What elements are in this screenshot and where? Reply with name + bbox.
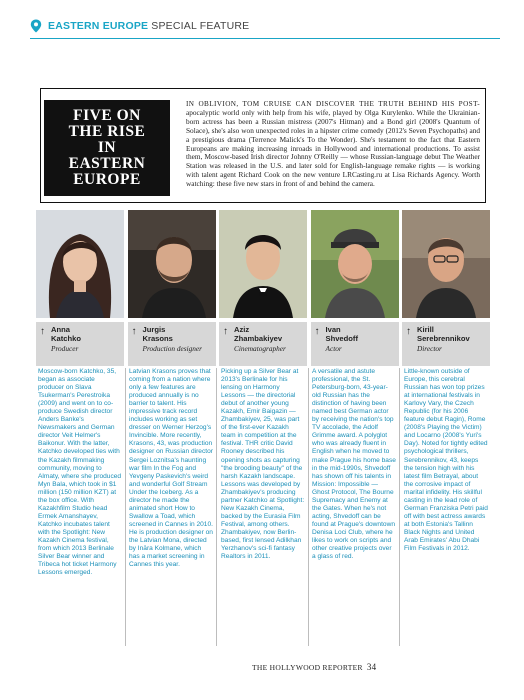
- section-header: [30, 16, 500, 36]
- up-arrow-icon: ↑: [314, 326, 320, 337]
- name-first: Aziz: [234, 325, 250, 334]
- name-first: Anna: [51, 325, 70, 334]
- column-divider: [308, 368, 309, 646]
- page-number: 34: [366, 662, 377, 672]
- person-role: Producer: [51, 344, 79, 354]
- name-last: Zhambakiyev: [234, 333, 283, 343]
- intro-body: apocalyptic world only with help from his wife, played by Olga Kurylenko. While the Ukrainian-born actress has been a Russian mistress (2007's Hitman) and a Bond girl (2008's Quantum of Solace), she's also won unexpected roles in a hipster crime comedy (2012's Seven Psychopaths) and a prestigious drama (Terrence Malick's To the Wonder). She's testament to the fact that Eastern Europeans are making increasing inroads in Hollywood and international productions. To assist them, Moscow-based Irish director Johnny O'Reilly — whose Russian-language debut The Weather Station was released in the U.S. and later sold for English-language remake rights — is working with talent agent Richard Cook on the new venture LRCasting.ru at Lisa Richards Agency. Worth watching: these five new stars in front of and behind the camera.: [186, 107, 480, 189]
- bio-text: Latvian Krasons proves that coming from a nation where only a few features are produced annually is no barrier to talent. His impressive track record includes working as set dresser on Werner Herzog's Invincible. More recently, Krasons, 43, was production designer on Russian director Sergei Loznitsa's haunting war film In the Fog and Yevgeny Paskevich's weird and wonderful Golf Stream Under the Iceberg. As a director he made the animated short How to Swallow a Toad, which screened in Cannes in 2010. He is production designer on the Latvian Mona, directed by Ināra Kolmane, which has a market screening in Cannes this year.: [129, 368, 213, 569]
- publication-name: THE HOLLYWOOD REPORTER: [252, 663, 363, 672]
- bio-text: A versatile and astute professional, the St. Petersburg-born, 43-year-old Russian has the distinction of having been named best German actor by receiving the nation's top TV accolade, the Adolf Grimme award. A polyglot who was already fluent in English when he moved to make Prague his home base in the mid-1990s, Shvedoff has shown off his talents in Mission: Impossible — Ghost Protocol, The Bourne Supremacy and Enemy at the Gates. When he's not acting, Shvedoff can be found at Prague's downtown Denisa Loci Club, where he likes to work on scripts and other creative projects over a glass of red.: [312, 368, 396, 561]
- name-first: Jurgis: [142, 325, 166, 334]
- name-strip: [402, 322, 490, 366]
- intro-lead: IN OBLIVION, TOM CRUISE CAN DISCOVER THE TRUTH BEHIND HIS POST-: [186, 100, 480, 108]
- name-last: Katchko: [51, 333, 81, 343]
- person-role: Production designer: [142, 344, 203, 354]
- portrait-photo: [219, 210, 307, 318]
- name-last: Serebrennikov: [417, 333, 470, 343]
- up-arrow-icon: ↑: [40, 326, 45, 337]
- title-line: IN: [97, 139, 117, 156]
- section-name: EASTERN EUROPE: [48, 20, 149, 32]
- name-strip: [36, 322, 124, 366]
- bio-text: Picking up a Silver Bear at 2013's Berlinale for his lensing on Harmony Lessons — the directorial debut of another young Kazakh, Emir Baigazin — Zhambakiyev, 25, was part of the first-ever Kazakh team in competition at the festival. THR critic David Rooney described his opening shots as capturing "the brooding beauty" of the harsh Kazakh landscape. Lessons was developed by Zhambakiyev's producing partner Katchko at Spotlight: New Kazakh Cinema, backed by the Eurasia Film Festival, among others. Zhambakiyev, now Berlin-based, first lensed Adilkhan Yerzhanov's sci-fi fantasy Realtors in 2011.: [221, 368, 305, 561]
- bios-row: [36, 368, 490, 646]
- person-name: [326, 326, 395, 343]
- person-name: [51, 326, 120, 343]
- person-role: Director: [417, 344, 442, 354]
- portrait-aziz-zhambakiyev: [219, 210, 307, 318]
- up-arrow-icon: ↑: [131, 326, 137, 337]
- portrait-photo: [36, 210, 124, 318]
- name-first: Ivan: [325, 325, 341, 334]
- title-line: THE RISE: [68, 123, 146, 140]
- portrait-photo: [402, 210, 490, 318]
- portrait-photo: [311, 210, 399, 318]
- person-name: [234, 326, 303, 343]
- column-divider: [399, 368, 400, 646]
- column-divider: [125, 368, 126, 646]
- name-strip: [219, 322, 307, 366]
- name-strip: [311, 322, 399, 366]
- name-strip: [128, 322, 216, 366]
- title-line: FIVE ON: [73, 107, 141, 124]
- bio-text: Little-known outside of Europe, this cerebral Russian has won top prizes at international festivals in Karlovy Vary, the Czech Republic (for his 2006 feature debut Ragin), Rome (2008's Playing the Victim) and Locarno (2008's Yuri's Day). Noted for tightly edited psychological thrillers, Serebrennikov, 43, keeps the tension high with his latest film Betrayal, about the corrosive impact of marital infidelity. His skillful casting in the lead role of German Franziska Petri paid off with best actress awards at both Estonia's Tallinn Black Nights and United Arab Emirates' Abu Dhabi Film Festivals in 2012.: [404, 368, 488, 553]
- portrait-photo: [128, 210, 216, 318]
- bio-text: Moscow-born Katchko, 35, began as associate producer on Slava Tsukerman's Perestroika (2009) and went on to co-produce Swedish director Anders Banke's Newsmakers and German director Veit Helmer's Baikonur. With the latter, Katchko developed ties with the Kazakh filmmaking community, moving to Almaty, where she produced Myn Bala, which took in $1 million (150 million KZT) at the box office. With Kazakhfilm Studio head Ermek Amanshayev, Katchko incubates talent with the Spotlight: New Kazakh Cinema festival, from which 2013 Berlinale Silver Bear winner and Tribeca hot ticket Harmony Lessons emerged.: [38, 368, 122, 577]
- intro-paragraph: [186, 100, 480, 189]
- feature-title: [69, 108, 146, 188]
- name-last: Shvedoff: [325, 333, 358, 343]
- name-first: Kirill: [417, 325, 434, 334]
- section-label: [48, 20, 249, 32]
- person-name: [417, 326, 486, 343]
- feature-title-block: [44, 100, 170, 196]
- up-arrow-icon: ↑: [223, 326, 228, 337]
- portrait-anna-katchko: [36, 210, 124, 318]
- column-divider: [216, 368, 217, 646]
- map-pin-icon: [30, 19, 42, 33]
- portrait-jurgis-krasons: [128, 210, 216, 318]
- title-line: EASTERN: [68, 155, 146, 172]
- person-role: Actor: [325, 344, 342, 354]
- portrait-ivan-shvedoff: [311, 210, 399, 318]
- up-arrow-icon: ↑: [406, 326, 411, 337]
- title-line: EUROPE: [73, 171, 141, 188]
- page-footer: [252, 662, 376, 672]
- person-role: Cinematographer: [234, 344, 286, 354]
- section-type: SPECIAL FEATURE: [151, 20, 250, 32]
- name-last: Krasons: [142, 333, 173, 343]
- person-name: [143, 326, 212, 343]
- header-rule: [30, 38, 500, 39]
- portrait-kirill-serebrennikov: [402, 210, 490, 318]
